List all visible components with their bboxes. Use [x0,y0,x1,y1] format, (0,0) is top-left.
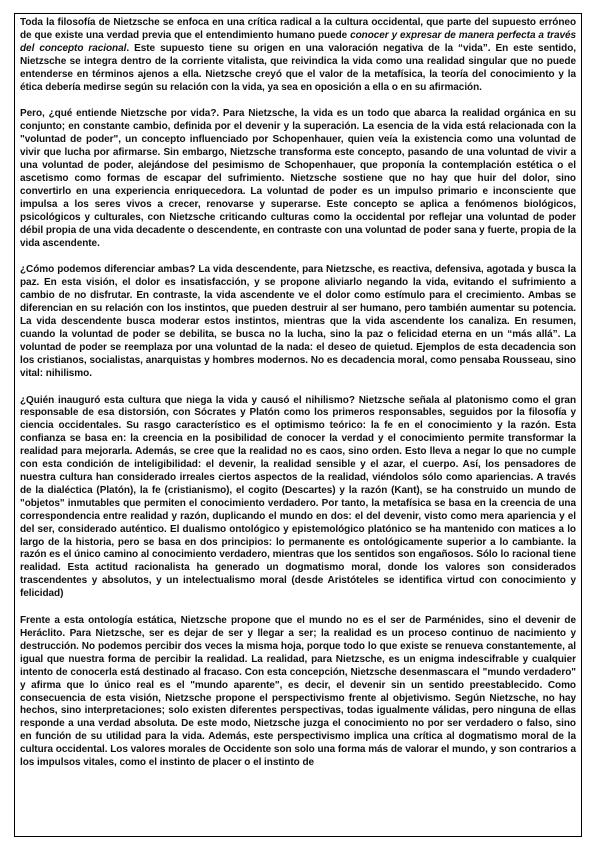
paragraph-1-italic: conocer y expresar de manera perfecta a través del concepto racional [20,29,576,54]
paragraph-4: ¿Quién inauguró esta cultura que niega la vida y causó el nihilismo? Nietzsche señala al platonismo como el gran responsable de esa distorsión, con Sócrates y Platón como los primeros responsables, seguidos por la filosofía y ciencia occidentales. Su rasgo característico es el optimismo teórico: la fe en el conocimiento y la razón. Esta confianza se basa en: la creencia en la posibilidad de conocer la verdad y el conocimiento permite transformar la realidad para mejorarla. Además, se cree que la realidad no es caos, sino orden. Esto lleva a negar lo que no cumple con esta condición de inteligibilidad: el devenir, la realidad sensible y el azar, el cuerpo. Así, los pensadores de nuestra cultura han considerado irreales ciertos aspectos de la realidad, viéndolos sólo como apariencias. A través de la dialéctica (Platón), la fe (cristianismo), el cogito (Descartes) y la razón (Kant), se ha construido un mundo de "objetos" inmutables que permiten el conocimiento verdadero. Por tanto, la metafísica se basa en la creencia de una correspondencia entre realidad y razón, duplicando el mundo en dos: el del devenir, visto como mera apariencia y el del ser, considerado auténtico. El dualismo ontológico y epistemológico platónico se ha mantenido con matices a lo largo de la historia, pero se basa en dos principios: lo permanente es ontológicamente superior a lo cambiante. la razón es el único camino al conocimiento verdadero, mientras que los sentidos son engañosos. Sólo lo racional tiene realidad. Esta actitud racionalista ha generado un dogmatismo moral, donde los valores son considerados trascendentes y absolutos, y un intelectualismo moral (desde Aristóteles se identifica virtud con conocimiento y felicidad) [20,394,576,600]
paragraph-3: ¿Cómo podemos diferenciar ambas? La vida descendente, para Nietzsche, es reactiva, defensiva, agotada y busca la paz. En esta visión, el dolor es insatisfacción, y se propone aliviarlo negando la vida, evitando el sufrimiento a cambio de no disfrutar. En contraste, la vida ascendente ve el dolor como estímulo para el crecimiento. Ambas se diferencian en su relación con los instintos, que pueden destruir al ser humano, pero también aumentar su potencia. La vida descendente busca moderar estos instintos, mientras que la vida ascendente los canaliza. En resumen, cuando la voluntad de poder se debilita, se busca no la lucha, sino la paz o felicidad eterna en un “más allá”. La voluntad de poder se reemplaza por una voluntad de la nada: el deseo de quietud. Ejemplos de esta decadencia son los cristianos, socialistas, anarquistas y hombres modernos. No es decadencia moral, como pensaba Rousseau, sino vital: nihilismo. [20,264,576,379]
paragraph-1 [20,17,576,94]
paragraph-1-lead: Toda la filosofía de Nietzsche se enfoca en una crítica radical a la cultura occidental, que parte del supuesto erróneo de que existe una verdad previa que el entendimiento humano puede [20,17,576,41]
paragraph-1-rest: . Este supuesto tiene su origen en una valoración negativa de la “vida”. En este sentido, Nietzsche se integra dentro de la corriente vitalista, que reivindica la vida como una realidad singular que no puede entenderse en términos ajenos a ella. Nietzsche creyó que el valor de la metafísica, la teoría del conocimiento y la ética debería medirse según su relación con la vida, ya sea en oposición a ella o en su afirmación. [20,42,576,93]
paragraph-2: Pero, ¿qué entiende Nietzsche por vida?. Para Nietzsche, la vida es un todo que abarca la realidad orgánica en su conjunto; en constante cambio, definida por el devenir y la superación. La esencia de la vida está relacionada con la "voluntad de poder", un concepto influenciado por Schopenhauer, quien veía la existencia como una voluntad de vivir que lucha por afirmarse. Sin embargo, Nietzsche transforma este concepto, pasando de una voluntad de vivir a una voluntad de poder, alejándose del pesimismo de Schopenhauer, que proponía la contemplación estética o el ascetismo como formas de escapar del sufrimiento. Nietzsche sostiene que no hay que huir del dolor, sino convertirlo en una experiencia enriquecedora. La voluntad de poder es un impulso primario e inconsciente que impulsa a los seres vivos a crecer, renovarse y superarse. Este concepto se aplica a fenómenos biológicos, psicológicos y culturales, con Nietzsche criticando culturas como la occidental por reflejar una voluntad de poder débil propia de una vida decadente o descendente, en contraste con una voluntad de poder sana y fuerte, propia de la vida ascendente. [20,108,576,249]
text-frame [14,13,582,837]
paragraph-5: Frente a esta ontología estática, Nietzsche propone que el mundo no es el ser de Parménides, sino el devenir de Heráclito. Para Nietzsche, ser es dejar de ser y llegar a ser; la realidad es un proceso continuo de nacimiento y destrucción. No podemos percibir dos veces la misma hoja, porque todo lo que existe se renueva constantemente, al igual que nuestra forma de percibir la realidad. La realidad, para Nietzsche, es un enigma indescifrable y cualquier intento de conocerla está destinado al fracaso. Con esta concepción, Nietzsche desenmascara el "mundo verdadero" y afirma que lo único real es el "mundo aparente", es decir, el devenir sin un sentido preestablecido. Como consecuencia de esta visión, Nietzsche propone el perspectivismo frente al objetivismo. Según Nietzsche, no hay hechos, sino interpretaciones; solo existen diferentes perspectivas, todas igualmente válidas, pero ninguna de ellas responde a una verdad absoluta. De este modo, Nietzsche juzga el conocimiento no por ser verdadero o falso, sino en función de su utilidad para la vida. Además, este perspectivismo implica una crítica al dogmatismo moral de la cultura occidental. Los valores morales de Occidente son solo una forma más de valorar el mundo, y son contrarios a los impulsos vitales, como el instinto de placer o el instinto de [20,615,576,769]
